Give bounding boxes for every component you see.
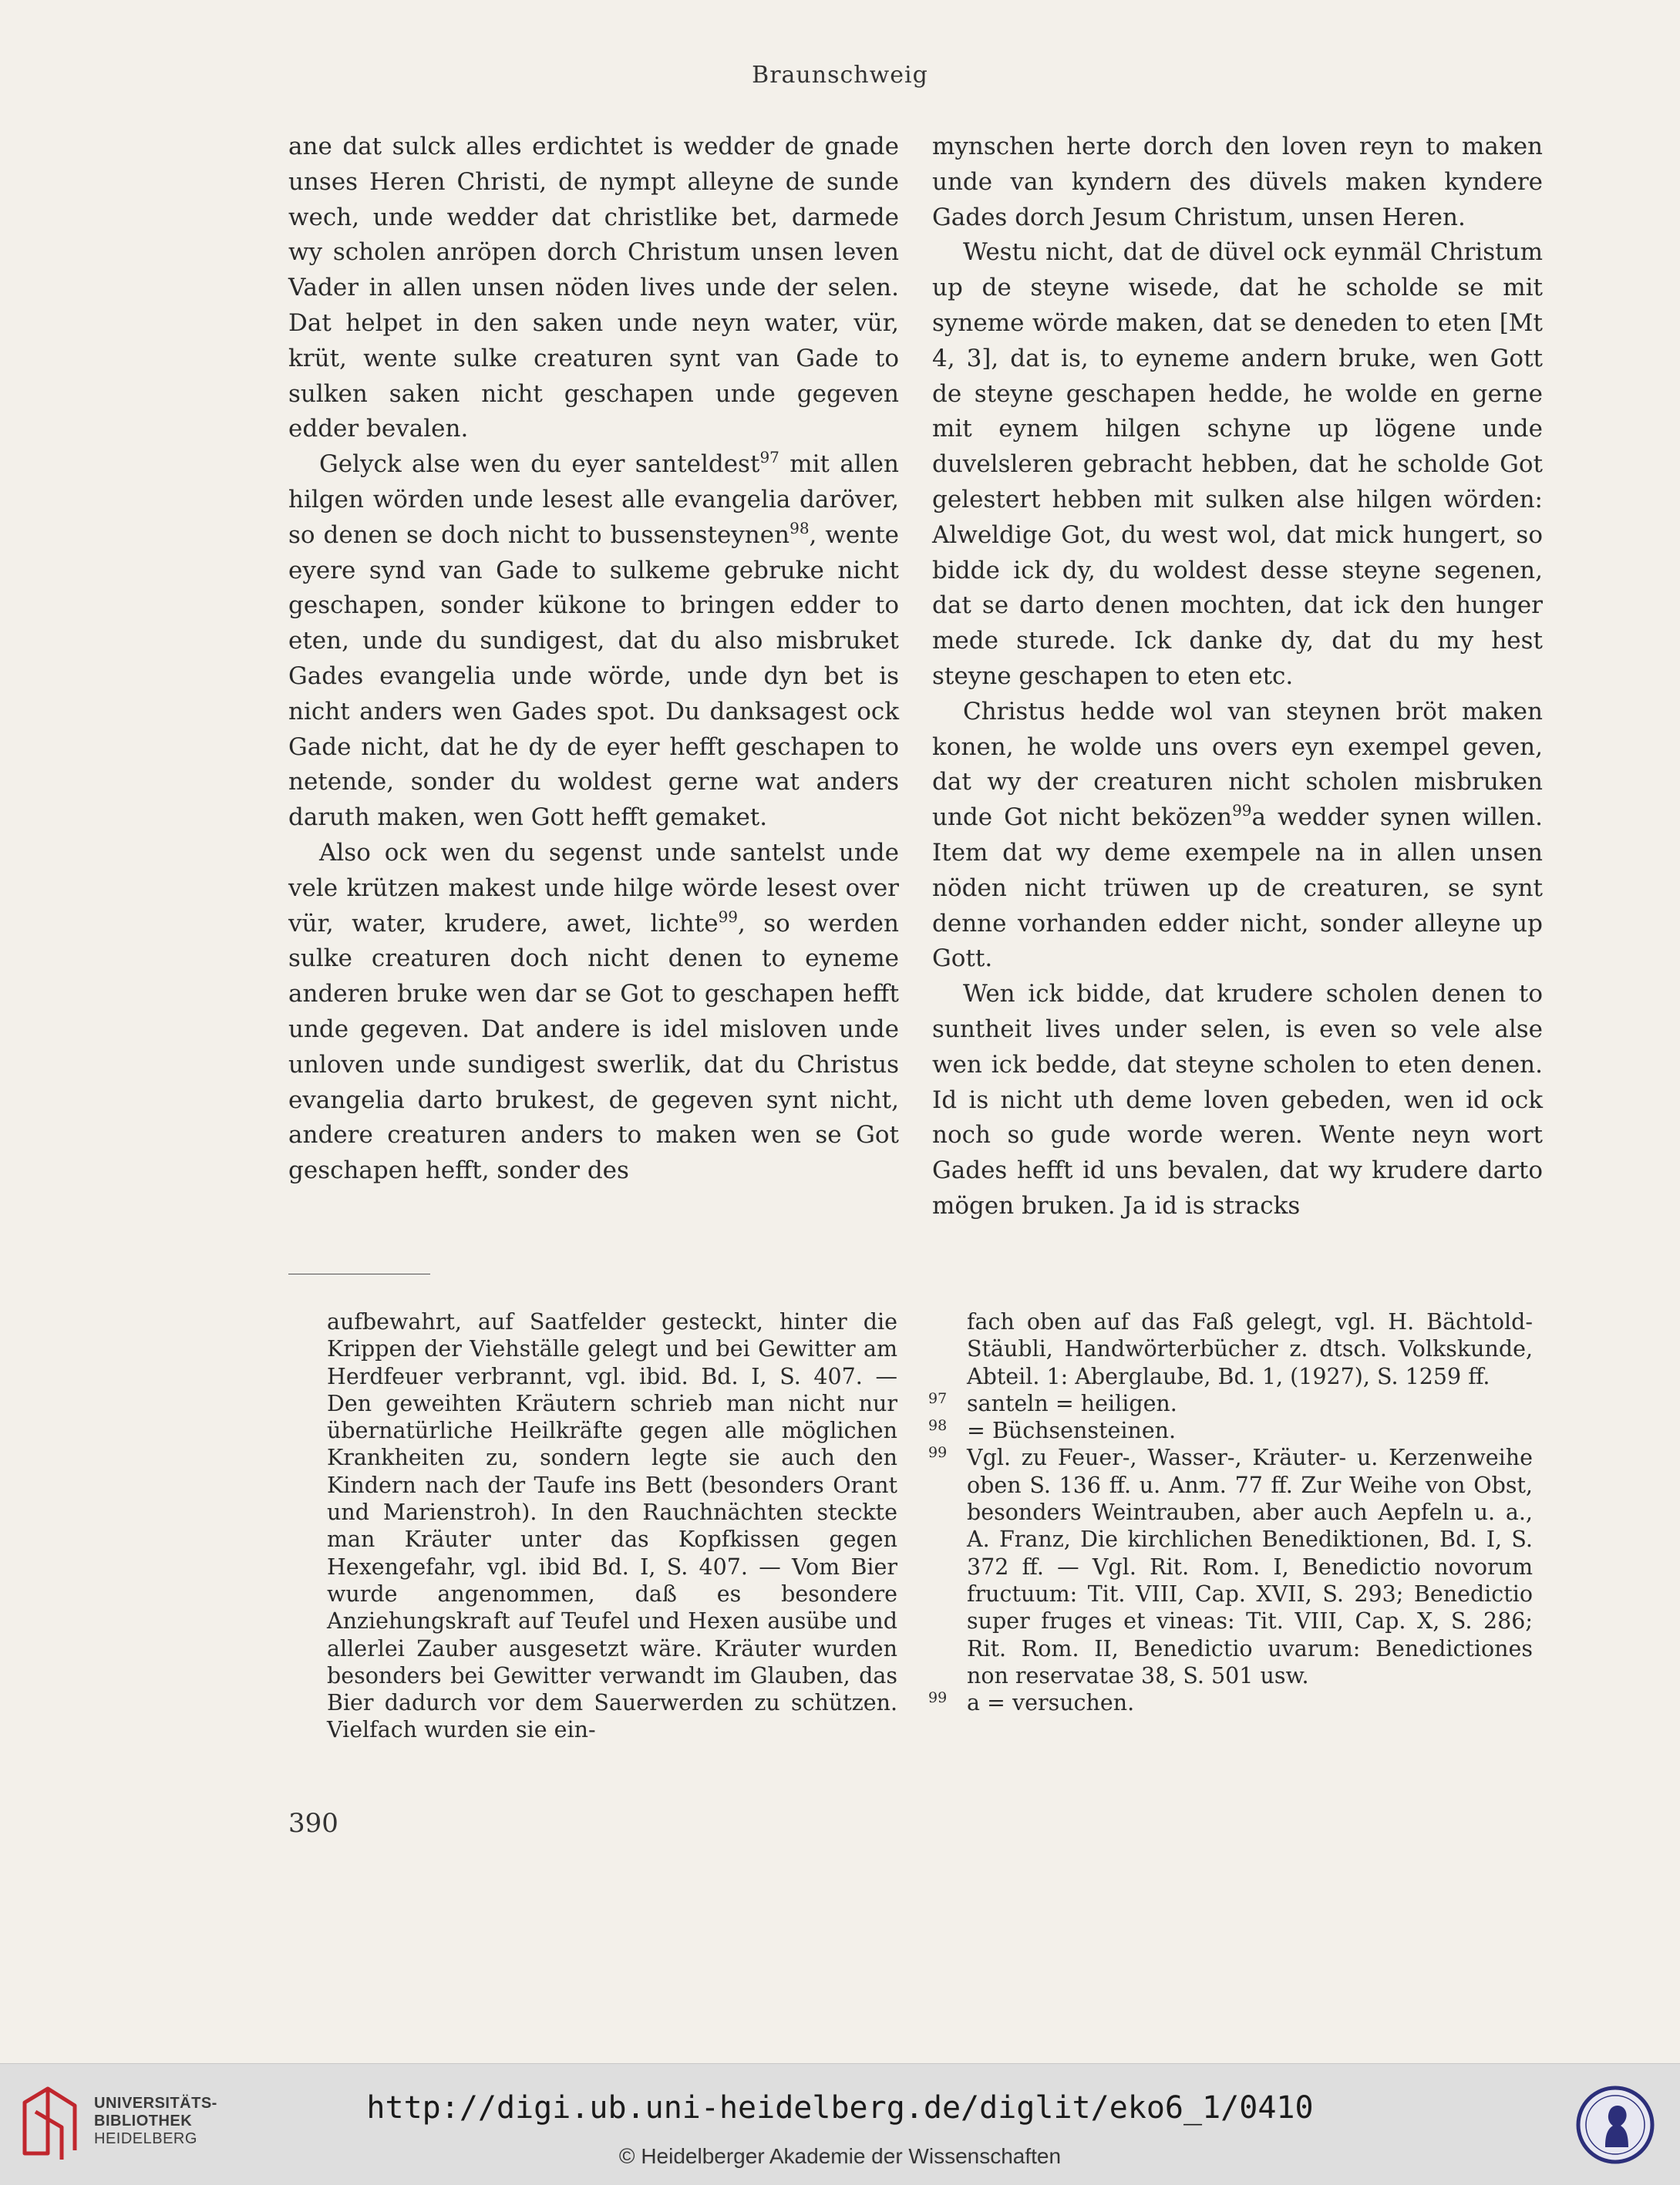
footnote-text: fach oben auf das Faß gelegt, vgl. H. Bächtold-Stäubli, Handwörterbücher z. dtsch. Volkskunde, Abteil. 1: Aberglaube, Bd. 1, (1927), S. 1259 ff. (967, 1309, 1533, 1389)
footnote-ref[interactable]: 97 (759, 448, 779, 467)
page-number: 390 (288, 1808, 338, 1839)
footnote-text: santeln = heiligen. (967, 1390, 1177, 1416)
paragraph (288, 130, 899, 447)
footnote-ref[interactable]: 98 (789, 518, 810, 537)
paragraph-text: Christus hedde wol van steynen bröt maken konen, he wolde uns overs eyn exempel geven, dat wy der creaturen nicht scholen misbruken unde Got nicht beközen (932, 697, 1543, 832)
running-head: Braunschweig (752, 62, 928, 89)
paragraph-text: a wedder synen willen. Item dat wy deme exempele na in allen unsen nöden nicht trüwen up de creaturen, se synt denne vorhanden edder nicht, sonder alleyne up Gott. (932, 803, 1544, 973)
paragraph (288, 447, 899, 836)
paragraph-text: Also ock wen du segenst unde santelst unde vele krützen makest unde hilge wörde lesest over vür, water, krudere, awet, lichte (288, 838, 899, 938)
footnote-number: 98 (928, 1417, 948, 1435)
paragraph-text: , wente eyere synd van Gade to sulkeme gebruke nicht geschapen, sonder kükone to bringen edder to eten, unde du sundigest, dat du also misbruket Gades evangelia unde wörde, unde dyn bet is nicht anders wen Gades spot. Du danksagest ock Gade nicht, dat he dy de eyer hefft geschapen to netende, sonder du woldest gerne wat anders daruth maken, wen Gott hefft gemaket. (288, 520, 900, 832)
footnote-ref[interactable]: 99 (718, 907, 739, 926)
footnote-text: aufbewahrt, auf Saatfelder gesteckt, hinter die Krippen der Viehställe gelegt und bei Gewitter am Herdfeuer verbrannt, vgl. ibid. Bd. I, S. 407. — Den geweihten Kräutern schrieb man nicht nur übernatürliche Heilkräfte gegen alle möglichen Krankheiten zu, sondern legte sie auch den Kindern nach der Taufe ins Bett (besonders Orant und Marienstroh). In den Rauchnächten steckte man Kräuter unter das Kopfkissen gegen Hexengefahr, vgl. ibid Bd. I, S. 407. — Vom Bier wurde angenommen, daß es besondere Anziehungskraft auf Teufel und Hexen ausübe und allerlei Zauber ausgesetzt wäre. Kräuter wurden besonders bei Gewitter verwandt im Glauben, das Bier dadurch vor dem Sauerwerden zu schützen. Vielfach wurden sie ein- (327, 1309, 897, 1743)
library-name-line: BIBLIOTHEK (94, 2113, 193, 2129)
footnote-text: Vgl. zu Feuer-, Wasser-, Kräuter- u. Kerzenweihe oben S. 136 ff. u. Anm. 77 ff. Zur Weihe von Obst, besonders Weintrauben, aber auch Aepfeln u. a., A. Franz, Die kirchlichen Benediktionen, Bd. I, S. 372 ff. — Vgl. Rit. Rom. I, Benedictio novorum fructuum: Tit. VIII, Cap. XVII, S. 293; Benedictio super fruges et vineas: Tit. VIII, Cap. X, S. 286; Rit. Rom. II, Benedictio uvarum: Benedictiones non reservatae 38, S. 501 usw. (967, 1445, 1533, 1688)
paragraph-text: , so werden sulke creaturen doch nicht denen to eyneme anderen bruke wen dar se Got to geschapen hefft unde gegeven. Dat andere is idel misloven unde unloven unde sundigest swerlik, dat du Christus evangelia darto brukest, de gegeven synt nicht, andere creaturen anders to maken wen se Got geschapen hefft, sonder des (288, 909, 899, 1185)
library-name-line: HEIDELBERG (94, 2130, 197, 2147)
footnote-text: = Büchsensteinen. (967, 1418, 1177, 1444)
footnote-97 (928, 1389, 1533, 1417)
footnote-99a (928, 1689, 1533, 1716)
paragraph (932, 977, 1543, 1224)
footnote-number: 99 (928, 1444, 948, 1462)
paragraph-text: Gelyck alse wen du eyer santeldest (319, 450, 760, 479)
paragraph (932, 695, 1543, 977)
permalink-url[interactable]: http://digi.ub.uni-heidelberg.de/diglit/eko6_1/0410 (366, 2090, 1314, 2126)
paragraph-text: ane dat sulck alles erdichtet is wedder de gnade unses Heren Christi, de nympt alleyne de sunde wech, unde wedder dat christlike bet, darmede wy scholen anröpen dorch Christum unsen leven Vader in allen unsen nöden lives unde der selen. Dat helpet in den saken unde neyn water, vür, krüt, wente sulke creaturen synt van Gade to sulken saken nicht geschapen unde gegeven edder bevalen. (288, 133, 899, 443)
right-text-column (932, 130, 1543, 1224)
paragraph (288, 836, 899, 1189)
left-text-column (288, 130, 899, 1189)
library-name-line: UNIVERSITÄTS- (94, 2095, 217, 2112)
footnote-number: 99 (928, 1689, 948, 1707)
footnote-98 (928, 1417, 1533, 1444)
paragraph-text: Westu nicht, dat de düvel ock eynmäl Christum up de steyne wisede, dat he scholde se mit syneme wörde maken, dat se deneden to eten [Mt 4, 3], dat is, to eyneme andern bruke, wen Gott de steyne geschapen hedde, he wolde en gerne mit eynem hilgen schyne up lögene unde duvelsleren gebracht hebben, dat he scholde Got gelestert hebben mit sulken alse hilgen wörden: Alweldige Got, du west wol, dat mick hungert, so bidde ick dy, du woldest desse steyne segenen, dat se darto denen mochten, dat ick den hunger mede sturede. Ick danke dy, dat du my hest steyne geschapen to eten etc. (932, 238, 1543, 690)
paragraph-text: mynschen herte dorch den loven reyn to maken unde van kyndern des düvels maken kyndere Gades dorch Jesum Christum, unsen Heren. (932, 133, 1543, 231)
copyright-notice: © Heidelberger Akademie der Wissenschaften (618, 2144, 1062, 2168)
footnote-ref[interactable]: 99 (1232, 801, 1252, 820)
footnotes-left (327, 1308, 897, 1744)
paragraph (932, 130, 1543, 235)
footnote-text: a = versuchen. (967, 1690, 1135, 1716)
footer-bar (0, 2063, 1680, 2185)
paragraph (932, 235, 1543, 694)
footnote-number: 97 (928, 1389, 948, 1407)
paragraph-text: mit allen hilgen wörden unde lesest alle evangelia daröver, so denen se doch nicht to bussensteynen (288, 450, 899, 549)
footnotes-right (928, 1308, 1533, 1716)
university-seal-icon (1574, 2082, 1656, 2167)
paragraph-text: Wen ick bidde, dat krudere scholen denen to suntheit lives under selen, is even so vele alse wen ick bedde, dat steyne scholen to eten denen. Id is nicht uth deme loven gebeden, wen id ock noch so gude worde weren. Wente neyn wort Gades hefft id uns bevalen, dat wy krudere darto mögen bruken. Ja id is stracks (932, 980, 1543, 1220)
footnote-99 (928, 1444, 1533, 1689)
